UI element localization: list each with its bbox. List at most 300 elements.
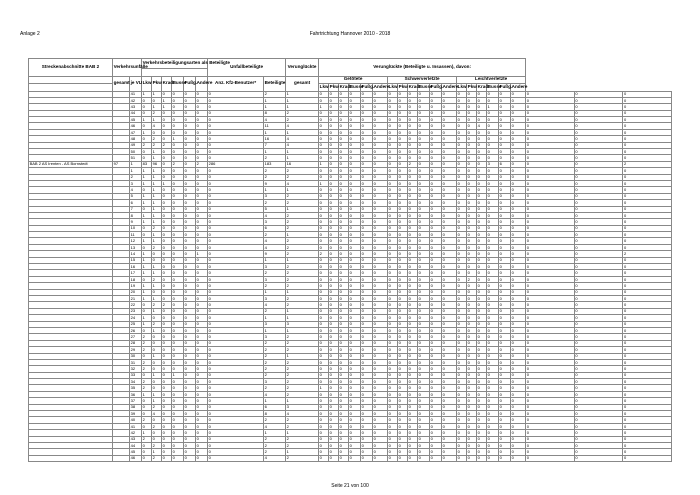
table-cell: 0 [499,385,511,391]
table-cell: 0 [388,161,398,167]
table-cell: 0 [526,417,575,423]
table-cell: 0 [418,251,430,257]
table-cell: 3 [264,334,286,340]
table-cell: 83 [142,161,152,167]
table-cell: 4 [264,244,286,250]
table-cell: 0 [142,449,152,455]
table-cell: 0 [487,129,499,135]
header-verunglueckte-davon: Verunglückte (Beteiligte u. Insassen), davon: [319,59,526,77]
table-cell: 0 [388,200,398,206]
table-cell: 0 [319,423,329,429]
table-cell: 0 [361,270,373,276]
table-cell: 0 [526,315,575,321]
table-cell: 1 [286,97,319,103]
table-cell: 43 [130,436,142,442]
table-cell: 2 [162,142,172,148]
table-cell: 0 [477,404,487,410]
table-cell: 0 [487,219,499,225]
table-cell: 1 [142,264,152,270]
table-cell: 1 [162,104,172,110]
table-cell: 0 [339,353,349,359]
table-cell: 1 [264,430,286,436]
table-cell: 0 [477,436,487,442]
table-cell: 0 [511,417,526,423]
table-cell: 0 [172,276,184,282]
table-cell: 97 [113,161,130,167]
table-cell: 0 [162,353,172,359]
table-cell: 0 [172,117,184,123]
table-cell: 2 [172,161,184,167]
table-cell: 0 [398,257,408,263]
table-cell: 0 [430,264,442,270]
table-cell: 0 [208,359,264,365]
table-cell: 0 [574,123,623,129]
table-cell: 4 [286,136,319,142]
table-cell: 2 [286,442,319,448]
header-s-pkw: Pkw [398,84,408,92]
table-cell: 0 [511,334,526,340]
table-cell: 0 [349,123,361,129]
table-cell: 0 [373,276,388,282]
table-cell: 0 [339,321,349,327]
table-cell: 0 [142,372,152,378]
table-cell: 0 [487,404,499,410]
table-cell: 0 [418,238,430,244]
table-cell: 0 [442,327,457,333]
table-cell: 0 [442,417,457,423]
table-cell: 11 [264,123,286,129]
table-cell: 0 [388,174,398,180]
table-cell: 0 [526,366,575,372]
table-cell: 0 [623,212,672,218]
table-cell: 0 [477,327,487,333]
table-cell: 0 [526,123,575,129]
table-cell: 0 [574,257,623,263]
table-cell: 0 [339,296,349,302]
table-cell: 0 [349,296,361,302]
table-cell: 0 [152,289,162,295]
table-cell: 0 [623,149,672,155]
table-cell: 0 [172,417,184,423]
table-cell: 0 [373,391,388,397]
table-cell: 1 [152,296,162,302]
table-cell: 0 [142,97,152,103]
table-cell: 0 [408,353,418,359]
table-cell: 1 [319,104,329,110]
table-cell: 0 [467,225,477,231]
table-cell: 0 [430,411,442,417]
table-cell: 0 [361,117,373,123]
header-verkehrsunfaelle: Verkehrsunfälle [113,59,142,77]
table-cell: 2 [152,442,162,448]
table-cell: 0 [319,91,329,97]
table-cell: 0 [196,340,208,346]
section-name-cell [29,455,113,461]
table-cell: 0 [398,200,408,206]
table-cell: 0 [329,110,339,116]
table-cell: 1 [142,391,152,397]
table-cell: 20 [130,289,142,295]
table-cell: 0 [373,149,388,155]
table-cell: 0 [184,315,196,321]
table-cell: 0 [511,161,526,167]
table-cell: 0 [477,168,487,174]
table-cell: 0 [511,187,526,193]
table-cell: 0 [487,200,499,206]
table-cell: 0 [511,353,526,359]
table-cell: 0 [208,187,264,193]
table-cell: 0 [339,379,349,385]
table-cell: 0 [408,423,418,429]
table-cell: 2 [286,238,319,244]
table-cell: 0 [184,289,196,295]
table-cell: 0 [319,334,329,340]
table-cell: 0 [398,161,408,167]
table-cell: 0 [172,270,184,276]
table-cell: 2 [286,391,319,397]
table-cell: 0 [184,404,196,410]
table-cell: 4 [286,142,319,148]
table-cell: 1 [152,180,162,186]
table-cell: 0 [526,296,575,302]
table-cell: 0 [196,347,208,353]
table-cell: 0 [430,327,442,333]
table-cell: 0 [499,123,511,129]
table-cell: 0 [574,238,623,244]
table-cell: 0 [442,315,457,321]
table-cell: 0 [349,219,361,225]
table-cell: 0 [477,257,487,263]
table-cell: 0 [162,155,172,161]
table-cell: 0 [142,411,152,417]
table-cell: 0 [477,238,487,244]
table-cell: 0 [398,385,408,391]
table-cell: 2 [264,232,286,238]
table-cell: 0 [152,417,162,423]
table-cell: 0 [172,359,184,365]
table-cell: 0 [467,155,477,161]
table-cell: 0 [339,276,349,282]
table-cell: 0 [196,129,208,135]
table-cell: 0 [339,270,349,276]
table-cell: 0 [511,193,526,199]
table-cell: 0 [467,257,477,263]
table-cell: 0 [574,340,623,346]
table-cell: 0 [574,366,623,372]
table-cell: 0 [477,385,487,391]
table-cell: 0 [373,398,388,404]
table-cell: 0 [442,123,457,129]
table-cell: 0 [408,129,418,135]
table-cell: 1 [142,200,152,206]
table-cell: 0 [208,455,264,461]
table-cell: 0 [361,372,373,378]
table-cell: 0 [408,174,418,180]
table-cell: 2 [286,193,319,199]
table-cell: 0 [319,449,329,455]
table-cell: 0 [329,238,339,244]
table-cell: 0 [418,385,430,391]
table-cell: 23 [130,308,142,314]
table-cell: 0 [172,212,184,218]
table-cell: 0 [574,129,623,135]
table-cell: 0 [430,168,442,174]
table-cell: 2 [152,142,162,148]
table-cell: 0 [623,423,672,429]
table-cell: 0 [408,449,418,455]
table-cell: 11 [130,232,142,238]
table-cell: 0 [162,436,172,442]
table-cell: 0 [398,302,408,308]
table-cell: 0 [499,302,511,308]
table-cell: 0 [623,398,672,404]
table-cell: 0 [319,391,329,397]
table-cell: 0 [430,404,442,410]
table-cell: 0 [349,404,361,410]
table-cell: 1 [142,296,152,302]
table-cell: 0 [418,123,430,129]
table-cell: 0 [339,359,349,365]
table-cell: 0 [467,110,477,116]
table-cell: 0 [477,276,487,282]
table-cell: 0 [361,327,373,333]
table-cell: 0 [511,174,526,180]
table-cell: 8 [264,411,286,417]
table-cell: 0 [457,174,467,180]
table-cell: 0 [408,225,418,231]
table-cell: 0 [442,136,457,142]
table-cell: 0 [442,436,457,442]
table-cell: 49 [130,142,142,148]
table-cell: 0 [162,136,172,142]
table-cell: 0 [467,168,477,174]
table-cell: 17 [130,270,142,276]
table-cell: 0 [398,276,408,282]
table-cell: 1 [142,168,152,174]
table-cell: 0 [319,455,329,461]
table-cell: 0 [349,289,361,295]
table-cell: 0 [388,104,398,110]
table-cell: 0 [477,97,487,103]
table-cell: 0 [467,142,477,148]
table-cell: 0 [499,142,511,148]
table-cell: 0 [162,327,172,333]
header-s-busse: Busse [418,84,430,92]
table-cell: 0 [319,225,329,231]
table-cell: 0 [408,283,418,289]
table-cell: 2 [264,417,286,423]
table-cell: 0 [574,270,623,276]
table-cell: 0 [526,327,575,333]
table-cell: 2 [264,200,286,206]
table-cell: 0 [184,283,196,289]
table-cell: 0 [574,219,623,225]
table-cell: 0 [442,455,457,461]
header-verunglueckte: Verunglückte [286,59,319,77]
table-cell: 0 [339,142,349,148]
table-cell: 0 [398,149,408,155]
table-cell: 0 [457,232,467,238]
table-cell: 0 [339,308,349,314]
table-cell: 0 [467,193,477,199]
table-cell: 0 [349,142,361,148]
table-cell: 0 [349,193,361,199]
table-cell: 0 [442,91,457,97]
table-cell: 0 [373,129,388,135]
table-cell: 0 [418,168,430,174]
table-cell: 0 [388,372,398,378]
table-cell: 0 [526,110,575,116]
table-cell: 0 [398,442,408,448]
table-cell: 1 [286,398,319,404]
table-cell: 0 [398,430,408,436]
table-cell: 0 [373,232,388,238]
table-cell: 0 [526,232,575,238]
header-lkw: Lkw [142,76,152,91]
table-cell: 3 [264,379,286,385]
table-cell: 0 [418,315,430,321]
table-cell: 0 [208,257,264,263]
table-cell: 0 [349,104,361,110]
table-cell: 0 [457,404,467,410]
table-cell: 0 [467,442,477,448]
table-cell: 0 [184,340,196,346]
table-cell: 0 [499,366,511,372]
table-cell: 0 [430,155,442,161]
table-cell: 0 [208,212,264,218]
table-cell: 0 [467,359,477,365]
table-cell: 0 [172,264,184,270]
table-cell: 0 [467,334,477,340]
table-cell: 0 [361,193,373,199]
table-cell: 0 [162,232,172,238]
table-cell: 0 [430,270,442,276]
table-cell: 15 [130,257,142,263]
table-cell: 0 [349,238,361,244]
table-cell: 0 [172,302,184,308]
table-cell: 1 [152,187,162,193]
table-cell: 0 [418,206,430,212]
table-cell: 0 [184,398,196,404]
table-cell: 4 [286,180,319,186]
table-cell: 0 [442,430,457,436]
table-cell: 0 [319,257,329,263]
table-cell: 0 [349,308,361,314]
table-cell: 0 [477,391,487,397]
table-cell: 0 [574,136,623,142]
table-cell: 0 [526,411,575,417]
table-cell: 8 [264,110,286,116]
table-cell: 1 [152,168,162,174]
table-cell: 1 [152,206,162,212]
table-cell: 0 [457,366,467,372]
table-cell: 0 [349,436,361,442]
table-cell: 0 [499,129,511,135]
table-cell: 0 [457,110,467,116]
table-cell: 0 [196,289,208,295]
table-cell: 0 [172,193,184,199]
table-cell: 0 [623,417,672,423]
table-cell: 1 [152,308,162,314]
table-cell: 0 [208,391,264,397]
table-cell: 0 [526,391,575,397]
table-cell: 0 [467,308,477,314]
table-cell: 0 [457,123,467,129]
table-cell: 0 [487,244,499,250]
table-cell: 0 [329,436,339,442]
table-cell: 0 [487,302,499,308]
table-cell: 0 [208,232,264,238]
table-cell: 2 [264,442,286,448]
table-cell: 0 [467,232,477,238]
table-cell: 0 [418,219,430,225]
table-cell: 0 [511,238,526,244]
table-cell: 0 [574,442,623,448]
table-cell: 0 [339,398,349,404]
table-cell: 0 [184,225,196,231]
header-gesamt-verunglueckte: gesamt [286,76,319,91]
table-cell: 0 [373,315,388,321]
table-cell: 0 [349,206,361,212]
table-cell: 0 [457,398,467,404]
table-cell: 0 [184,206,196,212]
table-cell: 0 [361,430,373,436]
table-cell: 2 [264,340,286,346]
table-cell: 0 [430,174,442,180]
table-cell: 0 [388,379,398,385]
table-cell: 16 [286,161,319,167]
table-cell: 0 [430,104,442,110]
table-cell: 0 [408,372,418,378]
table-cell: 1 [142,270,152,276]
table-cell: 2 [408,161,418,167]
table-cell: 0 [574,155,623,161]
table-cell: 0 [430,334,442,340]
header-gesamt: gesamt [113,76,130,91]
table-cell: 0 [319,276,329,282]
table-cell: 0 [418,289,430,295]
table-cell: 0 [623,334,672,340]
table-cell: 0 [398,372,408,378]
table-cell: 0 [408,168,418,174]
table-cell: 0 [457,302,467,308]
table-cell: 0 [184,110,196,116]
table-cell: 0 [319,117,329,123]
table-cell: 0 [361,155,373,161]
table-cell: 0 [511,257,526,263]
table-cell: 0 [172,334,184,340]
table-cell: 0 [172,129,184,135]
table-cell: 0 [349,174,361,180]
table-cell: 0 [172,149,184,155]
table-cell: 0 [623,391,672,397]
table-cell: 0 [329,366,339,372]
table-cell: 2 [264,168,286,174]
table-cell: 0 [623,257,672,263]
table-cell: 0 [526,136,575,142]
table-cell: 0 [142,442,152,448]
table-cell: 0 [172,347,184,353]
table-cell: 0 [430,206,442,212]
table-cell: 0 [457,264,467,270]
table-cell: 0 [329,296,339,302]
table-cell: 0 [457,327,467,333]
table-cell: 1 [152,155,162,161]
table-cell: 0 [442,411,457,417]
table-cell: 0 [349,385,361,391]
table-cell: 0 [430,423,442,429]
table-cell: 0 [442,193,457,199]
